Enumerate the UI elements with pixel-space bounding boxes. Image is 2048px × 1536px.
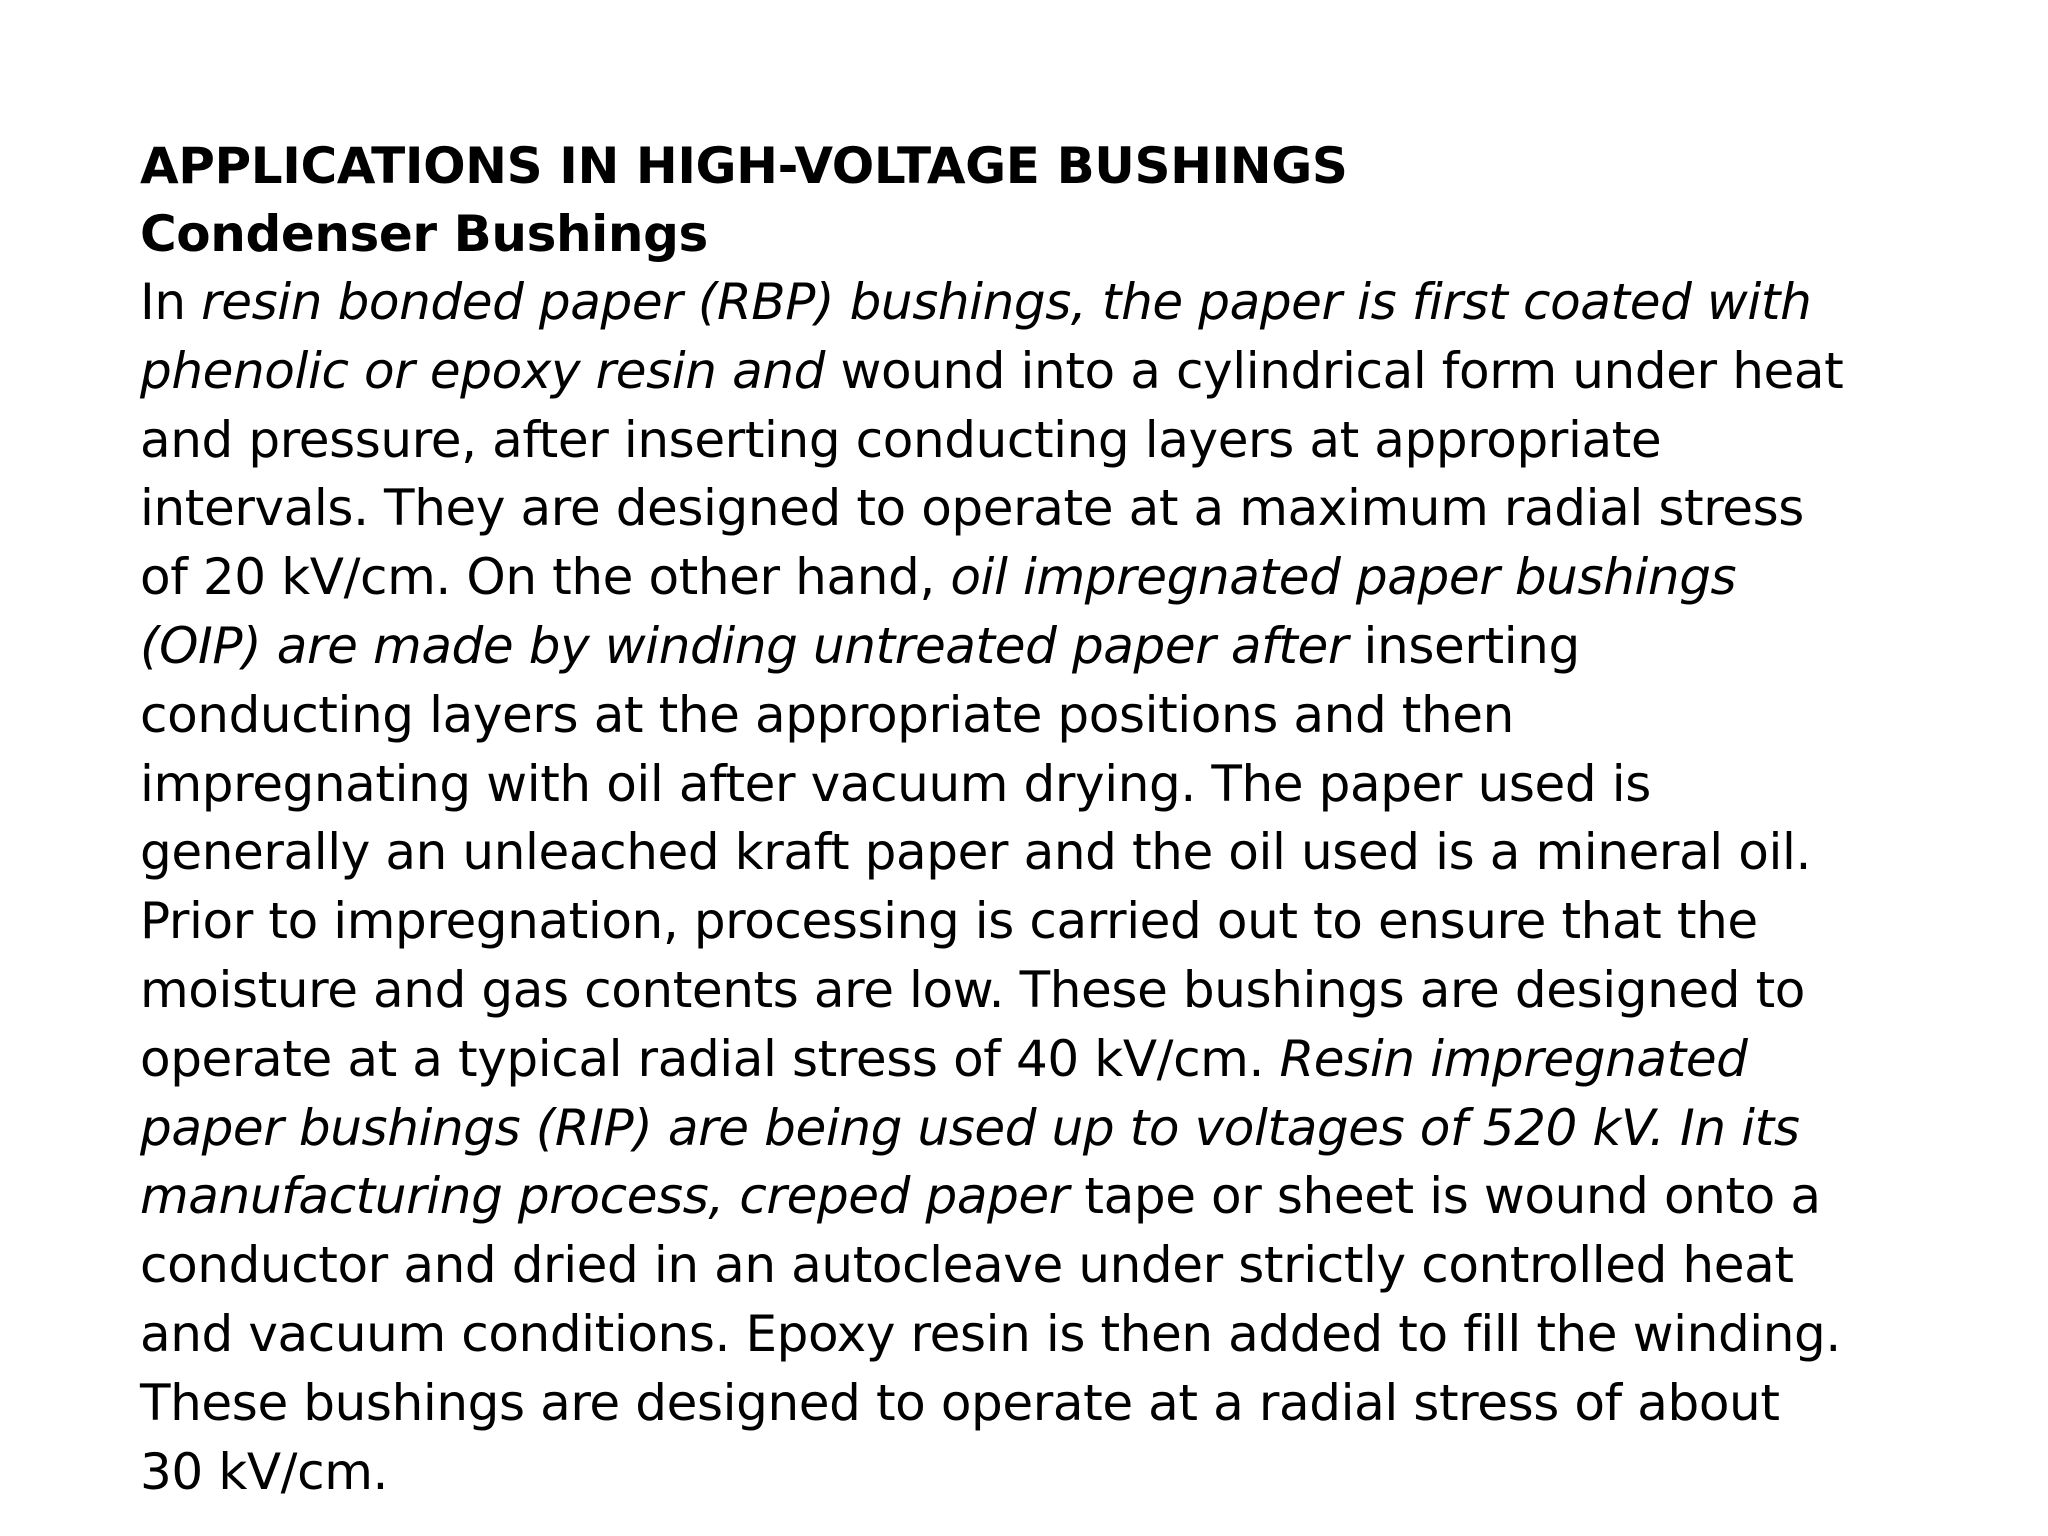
text-run: and vacuum conditions. Epoxy resin is then added to fill the winding.	[140, 1304, 1841, 1363]
text-line	[140, 887, 1940, 956]
text-run: These bushings are designed to operate at a radial stress of about	[140, 1373, 1780, 1432]
text-run: wound into a cylindrical form under heat	[824, 341, 1844, 400]
text-run: tape or sheet is wound onto a	[1068, 1167, 1821, 1226]
text-line	[140, 543, 1940, 612]
text-line	[140, 1438, 1940, 1507]
text-run: intervals. They are designed to operate at a maximum radial stress	[140, 479, 1804, 538]
text-run: impregnating with oil after vacuum drying. The paper used is	[140, 754, 1651, 813]
text-run: Prior to impregnation, processing is carried out to ensure that the	[140, 892, 1758, 951]
text-line	[140, 1025, 1940, 1094]
text-run: conductor and dried in an autocleave under strictly controlled heat	[140, 1236, 1794, 1295]
italic-text-run: (OIP) are made by winding untreated paper after	[140, 616, 1349, 675]
text-line	[140, 268, 1940, 337]
italic-text-run: manufacturing process, creped paper	[140, 1167, 1069, 1226]
text-run: of 20 kV/cm. On the other hand,	[140, 548, 951, 607]
text-line	[140, 1094, 1940, 1163]
text-line	[140, 750, 1940, 819]
text-run: and pressure, after inserting conducting layers at appropriate	[140, 410, 1662, 469]
italic-text-run: paper bushings (RIP) are being used up to voltages of 520 kV. In its	[140, 1098, 1800, 1157]
italic-text-run: oil impregnated paper bushings	[950, 548, 1737, 607]
text-line	[140, 1300, 1940, 1369]
text-run: inserting	[1348, 616, 1580, 675]
text-run: In	[140, 273, 202, 331]
text-run: 30 kV/cm.	[140, 1442, 389, 1501]
italic-text-run: Resin impregnated	[1279, 1029, 1748, 1088]
body-paragraph	[140, 268, 1940, 1506]
text-run: moisture and gas contents are low. These bushings are designed to	[140, 960, 1805, 1019]
text-run: conducting layers at the appropriate positions and then	[140, 685, 1514, 744]
text-run: operate at a typical radial stress of 40 kV/cm.	[140, 1029, 1280, 1088]
text-line	[140, 818, 1940, 887]
italic-text-run: phenolic or epoxy resin and	[140, 341, 825, 400]
text-line	[140, 681, 1940, 750]
text-line	[140, 337, 1940, 406]
text-run: generally an unleached kraft paper and the oil used is a mineral oil.	[140, 823, 1811, 882]
text-line	[140, 474, 1940, 543]
text-line	[140, 1162, 1940, 1231]
text-line	[140, 612, 1940, 681]
slide-content	[140, 132, 1940, 1506]
text-line	[140, 1369, 1940, 1438]
text-line	[140, 406, 1940, 475]
text-line	[140, 1231, 1940, 1300]
page-title: APPLICATIONS IN HIGH-VOLTAGE BUSHINGS	[140, 137, 1348, 195]
section-heading: Condenser Bushings	[140, 205, 708, 263]
italic-text-run: resin bonded paper (RBP) bushings, the paper is first coated with	[201, 273, 1812, 331]
text-line	[140, 956, 1940, 1025]
